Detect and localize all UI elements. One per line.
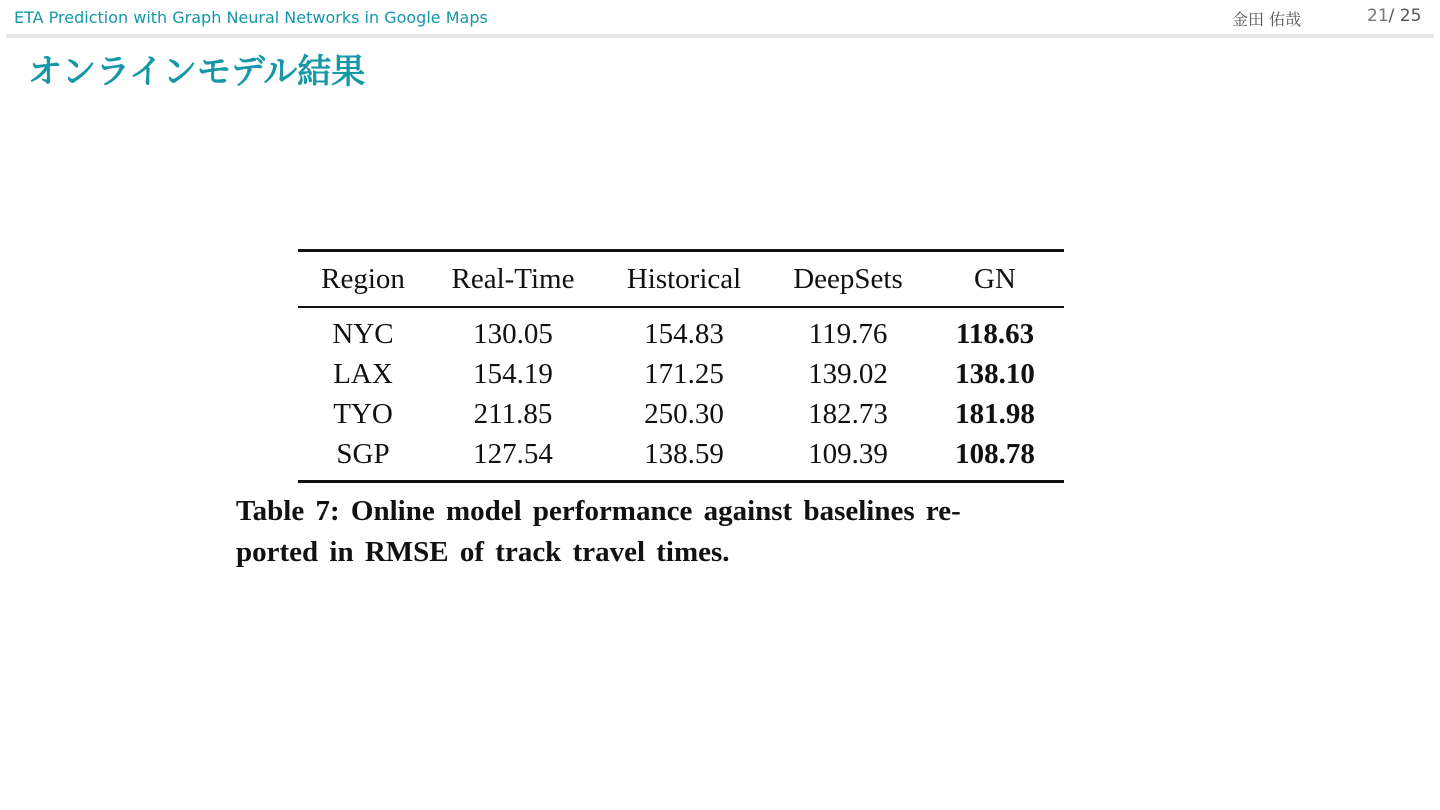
slide-title: オンラインモデル結果 [28,52,366,92]
best-value-cell: 181.98 [955,397,1035,430]
presentation-title: ETA Prediction with Graph Neural Networks in Google Maps [14,8,488,27]
table-cell: 171.25 [644,357,724,390]
best-value-cell: 138.10 [955,357,1035,390]
page-number [1367,6,1421,26]
table-cell: 127.54 [473,437,553,470]
table-cell: 154.19 [473,357,553,390]
region-cell: LAX [333,357,393,390]
column-header: DeepSets [770,251,926,308]
table-figure [230,245,1140,575]
column-header: GN [926,251,1064,308]
region-cell: NYC [332,317,394,350]
table-row [298,434,1064,482]
table-cell: 138.59 [644,437,724,470]
table-cell: 182.73 [808,397,888,430]
table-caption [236,491,1129,573]
table-cell: 130.05 [473,317,553,350]
best-value-cell: 118.63 [955,317,1035,350]
table-cell: 139.02 [808,357,888,390]
table-header-row [298,251,1064,308]
caption-line: ported in RMSE of track travel times. [236,536,730,568]
caption-line: Table 7: Online model performance against baselines re- [236,495,961,527]
author-name: 金田 佑哉 [1232,10,1302,29]
table-row [298,307,1064,354]
region-cell: TYO [333,397,393,430]
slide-header [0,0,1440,36]
best-value-cell: 108.78 [955,437,1035,470]
table-row [298,354,1064,394]
column-header: Historical [598,251,770,308]
column-header: Region [298,251,428,308]
table-cell: 119.76 [808,317,888,350]
table-cell: 109.39 [808,437,888,470]
region-cell: SGP [336,437,390,470]
table-cell: 250.30 [644,397,724,430]
table-cell: 154.83 [644,317,724,350]
page-total: / 25 [1388,6,1422,26]
header-divider [6,34,1434,38]
table-row [298,394,1064,434]
column-header: Real-Time [428,251,598,308]
results-table [298,249,1064,483]
page-current: 21 [1367,6,1389,26]
table-cell: 211.85 [473,397,553,430]
